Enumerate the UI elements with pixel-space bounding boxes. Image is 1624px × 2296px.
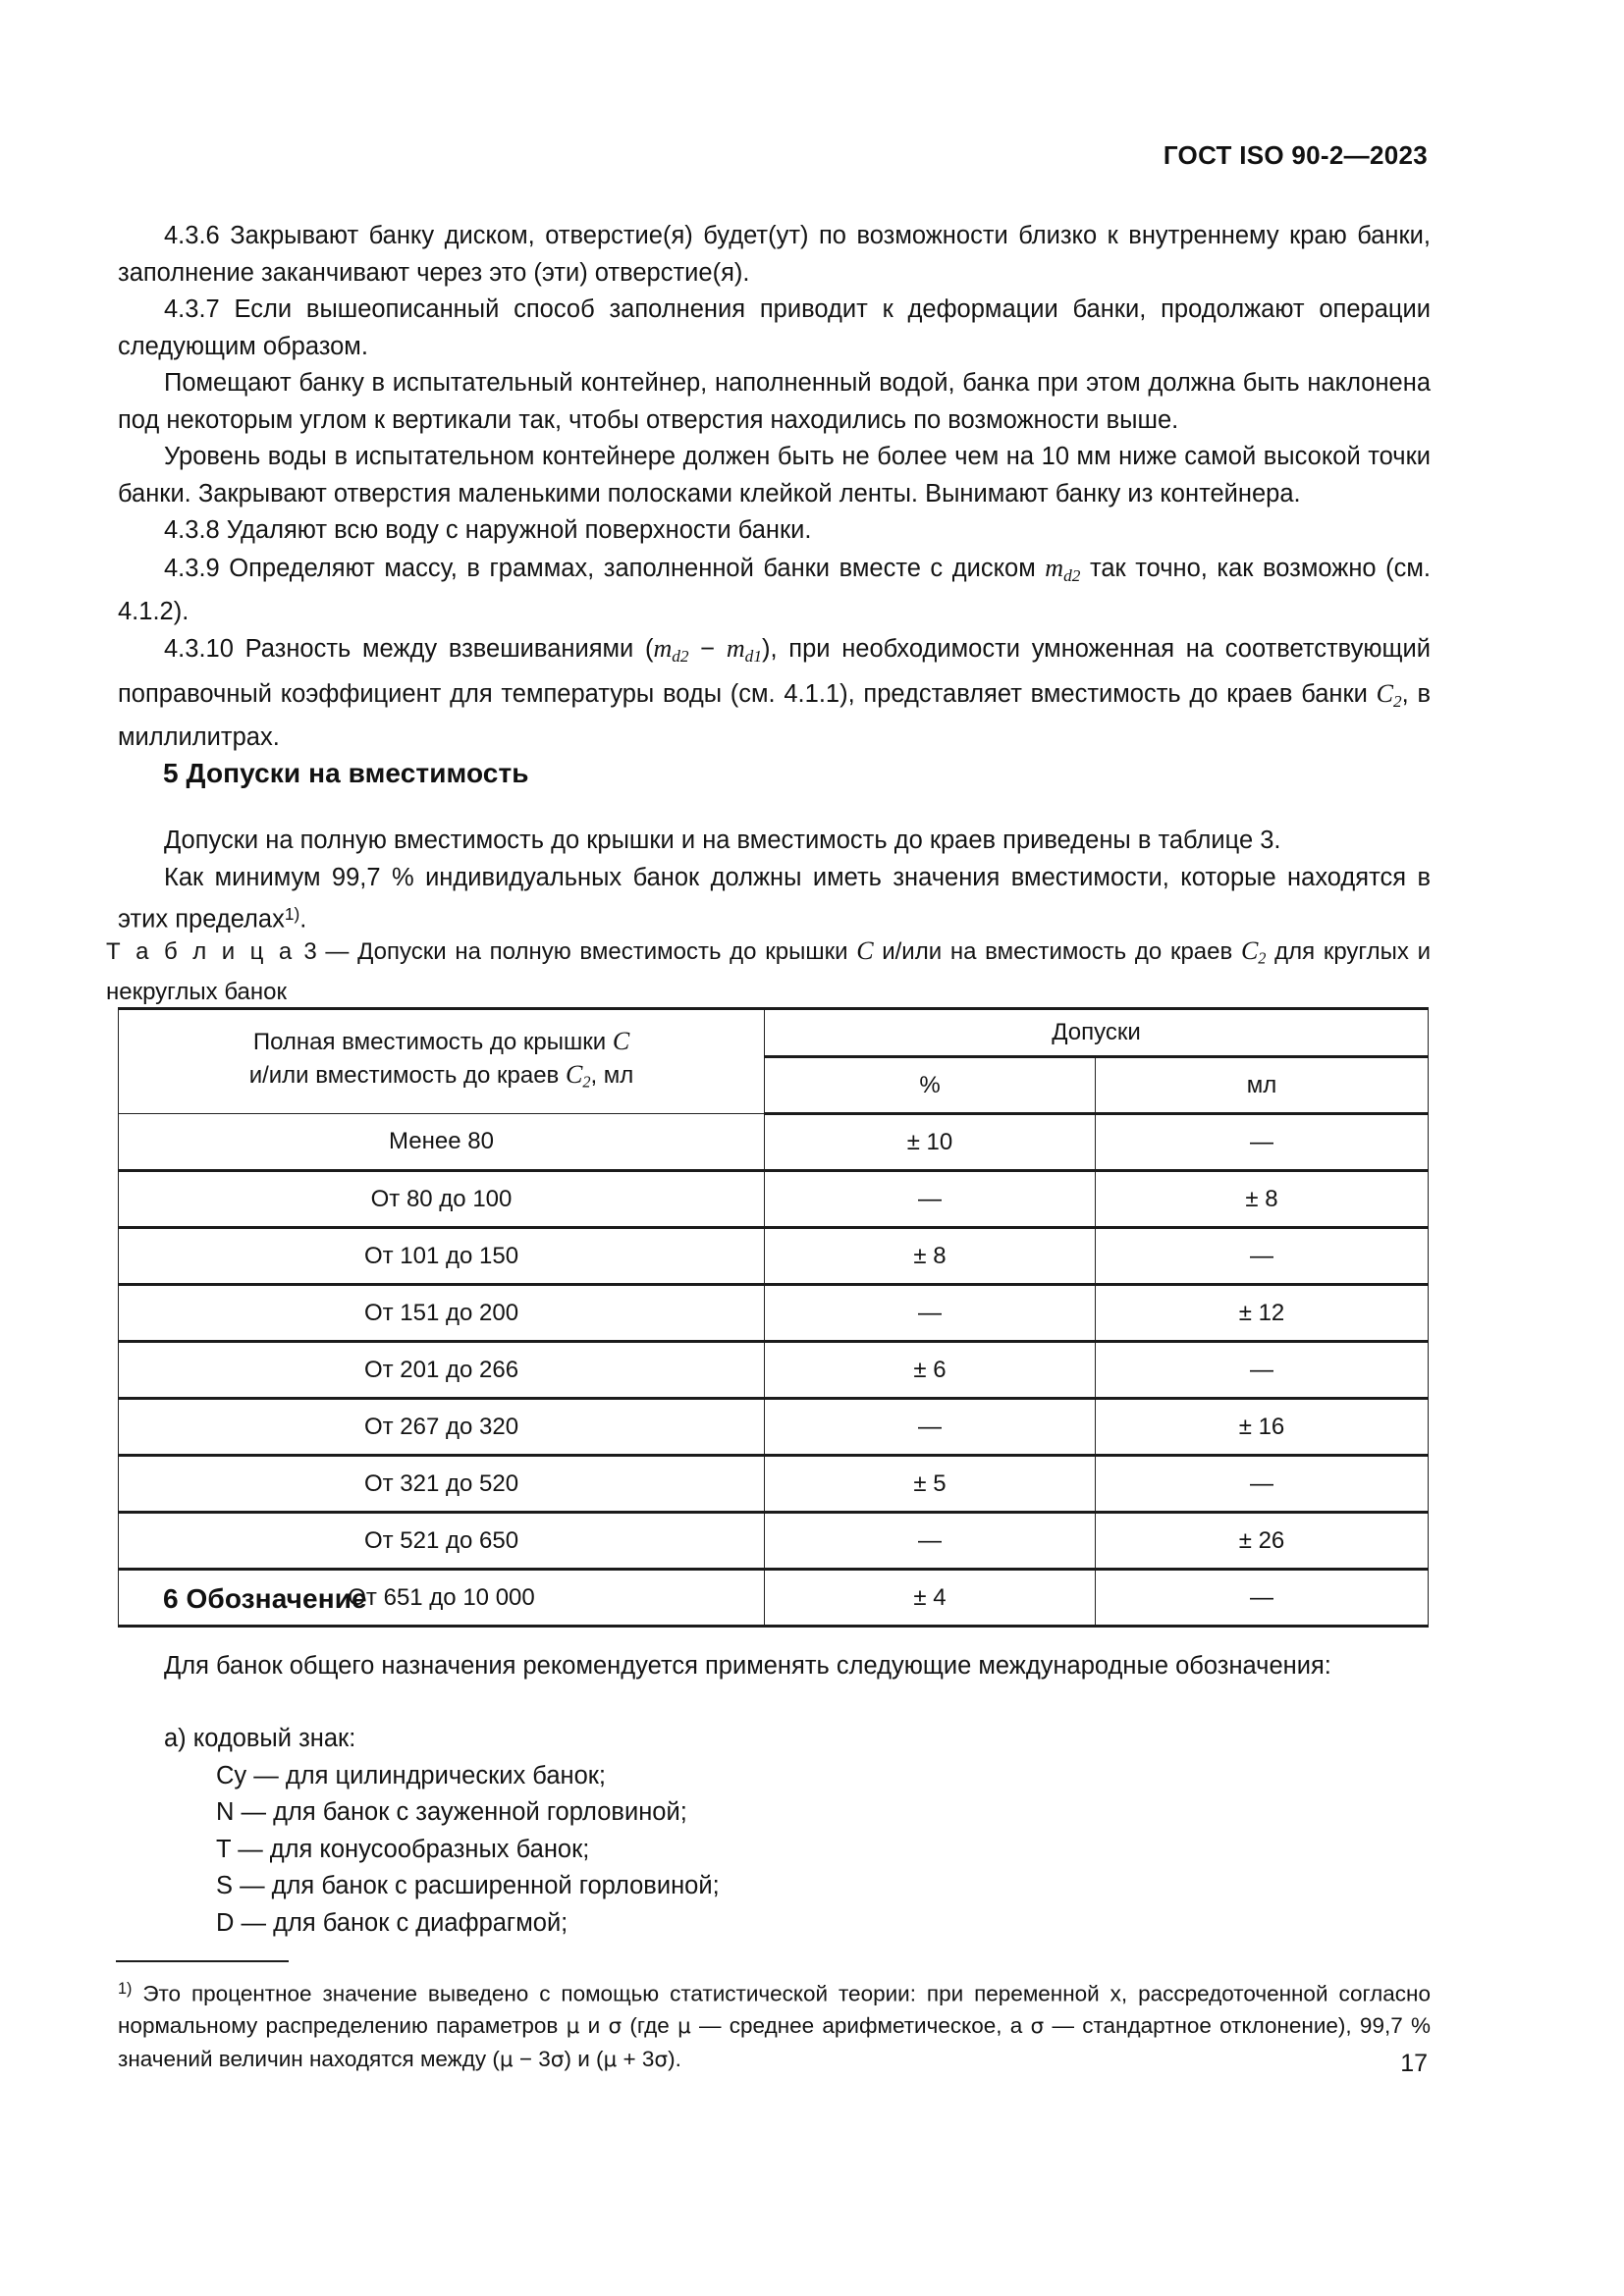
paragraph-4-3-7-b: Помещают банку в испытательный контейнер, наполненный водой, банка при этом должна быть наклонена под некоторым углом к вертикали так, чтобы отверстия находились по возможности выше.	[118, 369, 1431, 434]
cell-ml: —	[1096, 1342, 1429, 1399]
footnote-text-i: ).	[668, 2047, 681, 2072]
cell-percent: ± 5	[765, 1456, 1096, 1513]
table-3-caption	[106, 934, 1431, 1009]
section5-paragraph-2	[118, 860, 1431, 938]
footnote-marker: 1)	[118, 1980, 133, 1998]
symbol-mu-3: μ	[499, 2048, 514, 2073]
table-header-percent: %	[765, 1057, 1096, 1114]
table-header-tolerances-group: Допуски	[765, 1009, 1429, 1057]
table-row	[119, 1513, 1429, 1570]
caption-subscript-2: 2	[1258, 948, 1267, 968]
cell-range: Менее 80	[119, 1114, 765, 1171]
subscript-2: 2	[1392, 691, 1402, 711]
cell-ml: ± 16	[1096, 1399, 1429, 1456]
symbol-mu-1: μ	[566, 2014, 580, 2040]
caption-text-a: Допуски на полную вместимость до крышки	[357, 938, 857, 965]
section-5-body	[118, 823, 1431, 938]
variable-m-1: m	[653, 634, 673, 664]
table-row	[119, 1456, 1429, 1513]
cell-ml: —	[1096, 1456, 1429, 1513]
table-row	[119, 1342, 1429, 1399]
table-row	[119, 1114, 1429, 1171]
section5-p2-period: .	[299, 905, 307, 934]
table-header-capacity	[119, 1009, 765, 1114]
p439-text-b: так точно, как возможно (см. 4.1.2).	[118, 554, 1431, 625]
body-paragraphs	[118, 218, 1431, 757]
table-body	[119, 1114, 1429, 1627]
cell-range: От 321 до 520	[119, 1456, 765, 1513]
footnote-text-b: и	[579, 2013, 609, 2039]
cell-range: От 101 до 150	[119, 1228, 765, 1285]
cell-range: От 521 до 650	[119, 1513, 765, 1570]
list-item-code-cy: Cy — для цилиндрических банок;	[216, 1761, 607, 1789]
cell-percent: —	[765, 1285, 1096, 1342]
paragraph-4-3-10	[118, 630, 1431, 756]
footnote-text-d: — среднее арифметическое, а	[690, 2013, 1031, 2039]
footnote-text-a: Это процентное значение выведено с помощью статистической теории: при переменной x, рассредоточенной согласно нормальному распределению параметров	[118, 1981, 1431, 2039]
p4310-text-c: , в миллилитрах.	[118, 679, 1432, 752]
footnote-text-g: ) и (	[564, 2047, 604, 2072]
paragraph-4-3-9	[118, 550, 1431, 631]
capacity-header-units: , мл	[590, 1062, 634, 1090]
caption-number: 3	[303, 938, 317, 965]
caption-text-b: и/или на вместимость до краев	[873, 938, 1241, 965]
tolerances-table	[118, 1007, 1429, 1628]
footnote-text-h: + 3	[617, 2047, 655, 2072]
capacity-header-line2-text: и/или вместимость до краев	[248, 1062, 566, 1090]
table-row	[119, 1399, 1429, 1456]
paragraph-4-3-6: 4.3.6 Закрывают банку диском, отверстие(я) будет(ут) по возможности близко к внутреннему краю банки, заполнение заканчивают через это (эти) отверстие(я).	[118, 222, 1431, 287]
subscript-d2-1: d2	[672, 647, 689, 667]
cell-percent: —	[765, 1513, 1096, 1570]
section-heading-5: 5 Допуски на вместимость	[163, 758, 529, 788]
caption-variable-c: C	[856, 936, 874, 965]
cell-percent: ± 6	[765, 1342, 1096, 1399]
section6-paragraph-1: Для банок общего назначения рекомендуется применять следующие международные обозначения:	[164, 1652, 1331, 1680]
list-item-a: а) кодовый знак:	[164, 1725, 356, 1752]
p439-text-a: 4.3.9 Определяют массу, в граммах, заполненной банки вместе с диском	[164, 554, 1046, 582]
cell-ml: ± 8	[1096, 1171, 1429, 1228]
caption-text-c: для круглых и некруглых банок	[106, 938, 1432, 1005]
table-header-ml: мл	[1096, 1057, 1429, 1114]
variable-c: C	[1376, 678, 1393, 708]
cell-percent: ± 10	[765, 1114, 1096, 1171]
paragraph-4-3-7: 4.3.7 Если вышеописанный способ заполнения приводит к деформации банки, продолжают операции следующим образом.	[118, 295, 1431, 360]
cell-range: От 151 до 200	[119, 1285, 765, 1342]
p4310-text-a: 4.3.10 Разность между взвешиваниями (	[164, 635, 654, 664]
symbol-sigma-3: σ	[550, 2048, 565, 2073]
table-row	[119, 1228, 1429, 1285]
cell-range: От 651 до 10 000	[119, 1570, 765, 1627]
cell-range: От 201 до 266	[119, 1342, 765, 1399]
list-item-code-t: T — для конусообразных банок;	[216, 1835, 590, 1863]
symbol-sigma-1: σ	[608, 2014, 623, 2040]
cell-percent: ± 8	[765, 1228, 1096, 1285]
symbol-mu-4: μ	[603, 2048, 618, 2073]
symbol-sigma-2: σ	[1030, 2014, 1045, 2040]
paragraph-4-3-7-c: Уровень воды в испытательном контейнере должен быть не более чем на 10 мм ниже самой высокой точки банки. Закрывают отверстия маленькими полосками клейкой ленты. Вынимают банку из контейнера.	[118, 443, 1431, 507]
cell-ml: —	[1096, 1228, 1429, 1285]
cell-ml: ± 26	[1096, 1513, 1429, 1570]
capacity-header-variable-c: C	[612, 1027, 630, 1056]
table-row	[119, 1285, 1429, 1342]
cell-range: От 80 до 100	[119, 1171, 765, 1228]
capacity-header-line1-text: Полная вместимость до крышки	[252, 1029, 613, 1056]
list-item-code-n: N — для банок с зауженной горловиной;	[216, 1798, 687, 1826]
cell-ml: ± 12	[1096, 1285, 1429, 1342]
page-header-standard-id: ГОСТ ISO 90-2—2023	[1163, 140, 1428, 170]
list-item-code-s: S — для банок с расширенной горловиной;	[216, 1872, 720, 1899]
subscript-d1: d1	[744, 647, 762, 667]
cell-percent: —	[765, 1171, 1096, 1228]
section-6-intro	[118, 1648, 1431, 1685]
table-header-row-1	[119, 1009, 1429, 1057]
page-number: 17	[1400, 2050, 1428, 2077]
list-item-code-d: D — для банок с диафрагмой;	[216, 1908, 568, 1937]
capacity-header-variable-c2: C	[565, 1060, 583, 1090]
table-head	[119, 1009, 1429, 1114]
symbol-sigma-4: σ	[654, 2048, 669, 2073]
minus-operator: −	[688, 635, 727, 664]
symbol-mu-2: μ	[677, 2014, 691, 2040]
cell-percent: ± 4	[765, 1570, 1096, 1627]
footnote-text-c: (где	[622, 2013, 678, 2039]
designation-list	[118, 1721, 1431, 1942]
caption-label: Т а б л и ц а	[106, 938, 296, 965]
table-row	[119, 1171, 1429, 1228]
paragraph-4-3-8: 4.3.8 Удаляют всю воду с наружной поверхности банки.	[164, 516, 812, 544]
capacity-header-subscript-2: 2	[582, 1072, 591, 1092]
footnote-reference-1: 1)	[284, 904, 300, 924]
section-heading-6: 6 Обозначение	[163, 1583, 367, 1614]
footnote-separator	[116, 1960, 289, 1962]
subscript-d2: d2	[1063, 565, 1081, 585]
footnote-text-f: − 3	[513, 2047, 551, 2072]
caption-variable-c2: C	[1240, 936, 1259, 965]
cell-ml: —	[1096, 1114, 1429, 1171]
cell-range: От 267 до 320	[119, 1399, 765, 1456]
footnote-text-e: — стандартное отклонение), 99,7 % значений величин находятся между (	[118, 2013, 1431, 2072]
caption-dash: —	[316, 938, 358, 965]
cell-percent: —	[765, 1399, 1096, 1456]
variable-m-d2: m	[1045, 553, 1064, 582]
cell-ml: —	[1096, 1570, 1429, 1627]
section5-paragraph-1: Допуски на полную вместимость до крышки и на вместимость до краев приведены в таблице 3.	[164, 827, 1281, 854]
variable-m-2: m	[726, 634, 745, 664]
p4310-text-b: ), при необходимости умноженная на соответствующий поправочный коэффициент для температуры воды (см. 4.1.1), представляет вместимость до краев банки	[118, 635, 1432, 708]
section5-p2-text: Как минимум 99,7 % индивидуальных банок должны иметь значения вместимости, которые находятся в этих пределах	[118, 863, 1431, 934]
